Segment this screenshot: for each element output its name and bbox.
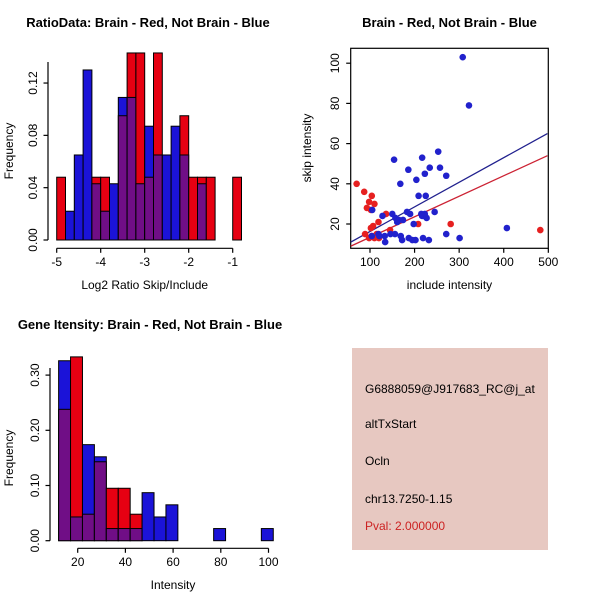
scatter-point-blue xyxy=(420,235,427,242)
y-tick-label: 40 xyxy=(328,177,342,191)
scatter-point-blue xyxy=(422,170,429,177)
x-tick-label: 100 xyxy=(258,555,279,569)
info-line-gene-name: Ocln xyxy=(365,454,390,468)
scatter-point-blue xyxy=(368,233,375,240)
hist-bar-blue xyxy=(110,184,119,240)
scatter-point-blue xyxy=(419,154,426,161)
hist-bar-overlap xyxy=(101,211,110,240)
x-axis-label: Log2 Ratio Skip/Include xyxy=(81,278,209,292)
hist-bar-overlap xyxy=(82,514,94,540)
x-tick-label: 100 xyxy=(359,255,381,269)
panel-histogram-ratio xyxy=(0,0,300,300)
scatter-point-blue xyxy=(443,231,450,238)
hist-bar-blue xyxy=(171,126,180,240)
chart-title: Brain - Red, Not Brain - Blue xyxy=(362,15,537,30)
hist-bar-red xyxy=(71,357,83,541)
panel-histogram-gene-intensity xyxy=(0,300,300,600)
info-line-chromosome: chr13.7250-1.15 xyxy=(365,492,453,506)
x-tick-label: -5 xyxy=(51,255,63,269)
scatter-point-red xyxy=(371,201,378,208)
x-tick-label: 60 xyxy=(166,555,180,569)
hist-bar-red xyxy=(206,177,215,240)
scatter-point-blue xyxy=(394,219,401,226)
hist-bar-overlap xyxy=(198,184,207,240)
y-tick-label: 0.30 xyxy=(28,363,42,387)
x-tick-label: 80 xyxy=(214,555,228,569)
scatter-point-blue xyxy=(400,217,407,224)
y-tick-label: 60 xyxy=(328,136,342,151)
info-line-event-type: altTxStart xyxy=(365,417,417,431)
hist-bar-overlap xyxy=(118,529,130,541)
y-tick-label: 20 xyxy=(328,217,342,231)
scatter-point-blue xyxy=(409,237,416,244)
info-line-probe-id: G6888059@J917683_RC@j_at xyxy=(365,382,535,396)
hist-bar-overlap xyxy=(92,184,101,240)
hist-bar-blue xyxy=(142,493,154,541)
scatter-point-blue xyxy=(415,193,422,200)
scatter-point-blue xyxy=(392,231,399,238)
scatter-point-red xyxy=(368,193,375,200)
y-tick-label: 0.04 xyxy=(26,176,40,200)
hist-bar-overlap xyxy=(154,155,163,240)
scatter-point-blue xyxy=(504,225,511,232)
scatter-point-red xyxy=(361,189,368,196)
scatter-point-blue xyxy=(413,176,420,183)
hist-bar-overlap xyxy=(180,155,189,240)
scatter-point-blue xyxy=(405,166,412,173)
scatter-point-blue xyxy=(431,209,438,216)
scatter-point-blue xyxy=(376,233,383,240)
scatter-point-blue xyxy=(422,193,429,200)
scatter-point-blue xyxy=(443,172,450,179)
hist-bar-red xyxy=(189,177,198,240)
scatter-point-red xyxy=(537,227,544,234)
hist-bar-overlap xyxy=(130,529,142,541)
x-tick-label: 20 xyxy=(71,555,85,569)
scatter-point-blue xyxy=(410,221,417,228)
hist-bar-red xyxy=(233,177,242,240)
scatter-point-blue xyxy=(426,237,433,244)
scatter-point-blue xyxy=(399,237,406,244)
scatter-point-red xyxy=(368,225,375,232)
x-tick-label: 500 xyxy=(538,255,559,269)
x-tick-label: 400 xyxy=(493,255,514,269)
scatter-point-blue xyxy=(456,235,463,242)
hist-bar-overlap xyxy=(71,517,83,541)
y-tick-label: 0.10 xyxy=(28,473,42,498)
hist-bar-blue xyxy=(66,211,75,240)
hist-bar-overlap xyxy=(127,97,136,240)
y-tick-label: 0.00 xyxy=(26,228,40,252)
scatter-point-blue xyxy=(423,215,430,222)
y-tick-label: 0.12 xyxy=(26,71,40,95)
x-tick-label: 200 xyxy=(404,255,425,269)
scatter-point-blue xyxy=(466,102,473,109)
y-tick-label: 0.08 xyxy=(26,123,40,148)
info-box xyxy=(352,348,548,550)
scatter-point-blue xyxy=(379,213,386,220)
y-tick-label: 0.00 xyxy=(28,529,42,553)
scatter-point-blue xyxy=(369,207,376,214)
y-tick-label: 80 xyxy=(328,96,342,111)
x-tick-label: -1 xyxy=(227,255,239,269)
scatter-point-red xyxy=(447,221,454,228)
x-tick-label: -4 xyxy=(95,255,107,269)
hist-bar-overlap xyxy=(106,529,118,541)
hist-bar-blue xyxy=(162,155,171,240)
scatter-point-blue xyxy=(407,211,414,218)
chart-title: RatioData: Brain - Red, Not Brain - Blue xyxy=(26,15,270,30)
y-tick-label: 0.20 xyxy=(28,418,42,442)
hist-bar-overlap xyxy=(145,177,154,240)
hist-bar-blue xyxy=(214,529,226,541)
hist-bar-blue xyxy=(74,155,83,240)
y-tick-label: 100 xyxy=(328,53,342,74)
x-axis-label: Intensity xyxy=(150,578,196,592)
scatter-point-blue xyxy=(391,156,398,163)
chart-title: Gene Itensity: Brain - Red, Not Brain - Blue xyxy=(17,317,283,332)
hist-bar-overlap xyxy=(94,462,106,541)
hist-bar-overlap xyxy=(118,116,127,240)
x-tick-label: -2 xyxy=(183,255,195,269)
info-line-pval: Pval: 2.000000 xyxy=(365,519,446,533)
scatter-point-blue xyxy=(397,181,404,188)
panel-scatter-intensity xyxy=(300,0,600,300)
x-axis-label: include intensity xyxy=(406,278,493,292)
y-axis-label: skip intensity xyxy=(300,113,314,183)
hist-bar-blue xyxy=(166,505,178,541)
y-axis-label: Frequency xyxy=(2,429,16,487)
y-axis-label: Frequency xyxy=(2,122,16,180)
hist-bar-blue xyxy=(83,70,92,240)
scatter-point-blue xyxy=(382,239,389,246)
scatter-point-red xyxy=(353,181,360,188)
scatter-point-blue xyxy=(459,54,466,61)
scatter-point-blue xyxy=(435,148,442,155)
scatter-point-red xyxy=(375,219,382,226)
scatter-point-blue xyxy=(426,164,433,171)
x-tick-label: 40 xyxy=(118,555,133,569)
hist-bar-blue xyxy=(154,517,166,541)
hist-bar-red xyxy=(57,177,66,240)
hist-bar-overlap xyxy=(59,409,71,540)
hist-bar-overlap xyxy=(136,184,145,240)
x-tick-label: 300 xyxy=(449,255,470,269)
scatter-point-blue xyxy=(437,164,444,171)
hist-bar-blue xyxy=(261,529,273,541)
x-tick-label: -3 xyxy=(139,255,151,269)
